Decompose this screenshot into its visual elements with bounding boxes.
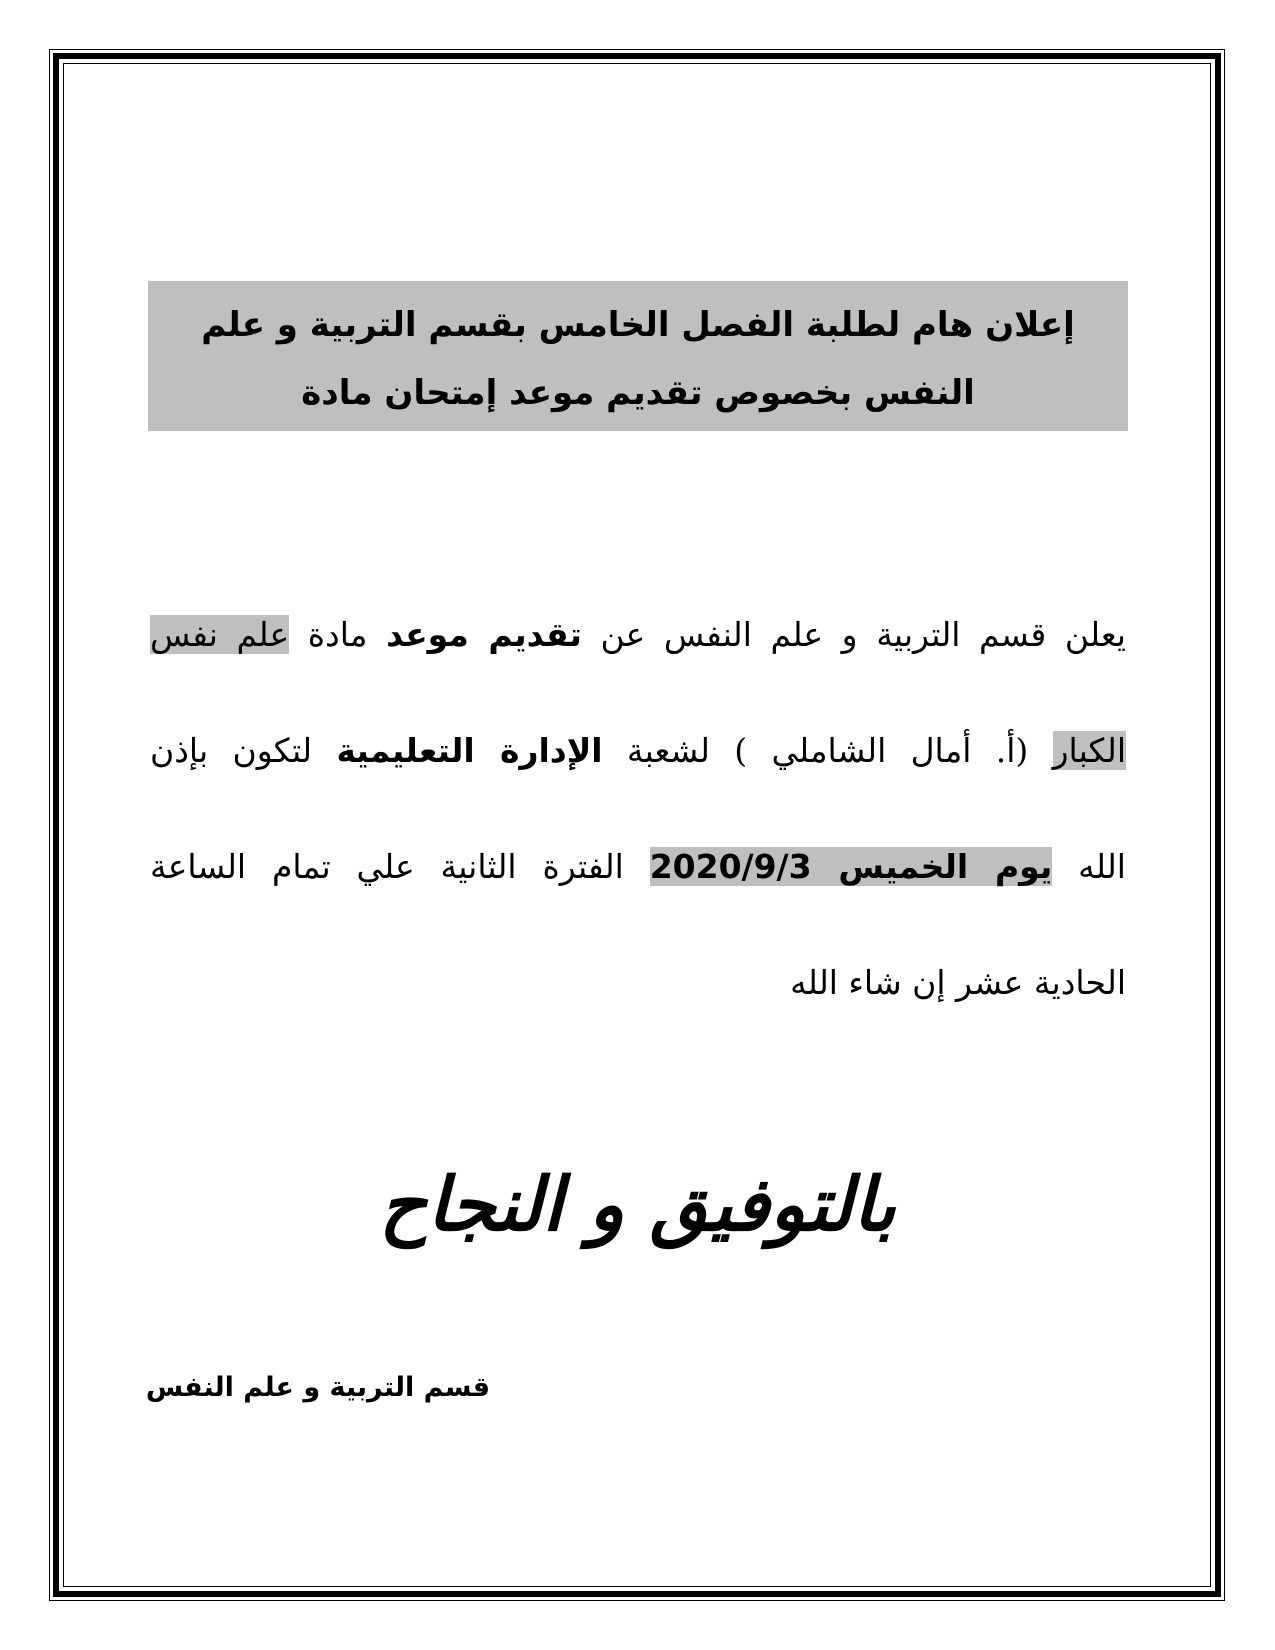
body-line-3	[150, 832, 1126, 948]
advance-date-emphasis: تقديم موعد	[386, 615, 582, 654]
body-text-segment: لتكون بإذن	[150, 731, 337, 770]
title-line-1: إعلان هام لطلبة الفصل الخامس بقسم التربية و علم	[201, 305, 1075, 345]
course-name-highlight: الكبار	[1052, 731, 1126, 770]
body-text-segment: الله	[1052, 847, 1126, 886]
department-signature: قسم التربية و علم النفس	[145, 1372, 490, 1403]
title-line-2: النفس بخصوص تقديم موعد إمتحان مادة	[301, 373, 975, 413]
body-text-segment: يعلن قسم التربية و علم النفس عن	[581, 615, 1126, 654]
body-line-1	[150, 600, 1126, 716]
exam-date-highlight: يوم الخميس 2020/9/3	[649, 847, 1053, 886]
body-line-2	[150, 716, 1126, 832]
announcement-body	[150, 600, 1126, 1064]
course-name-highlight: علم نفس	[150, 615, 290, 654]
body-text-segment: (أ. أمال الشاملي ) لشعبة	[602, 731, 1053, 770]
body-text-segment: مادة	[289, 615, 387, 654]
announcement-title	[148, 281, 1128, 431]
department-emphasis: الإدارة التعليمية	[336, 731, 603, 770]
body-line-4	[150, 948, 1126, 1064]
body-text-segment: الفترة الثانية علي تمام الساعة	[150, 847, 650, 886]
body-text-segment: الحادية عشر إن شاء الله	[790, 963, 1126, 1002]
closing-wish: بالتوفيق و النجاح	[379, 1162, 896, 1248]
